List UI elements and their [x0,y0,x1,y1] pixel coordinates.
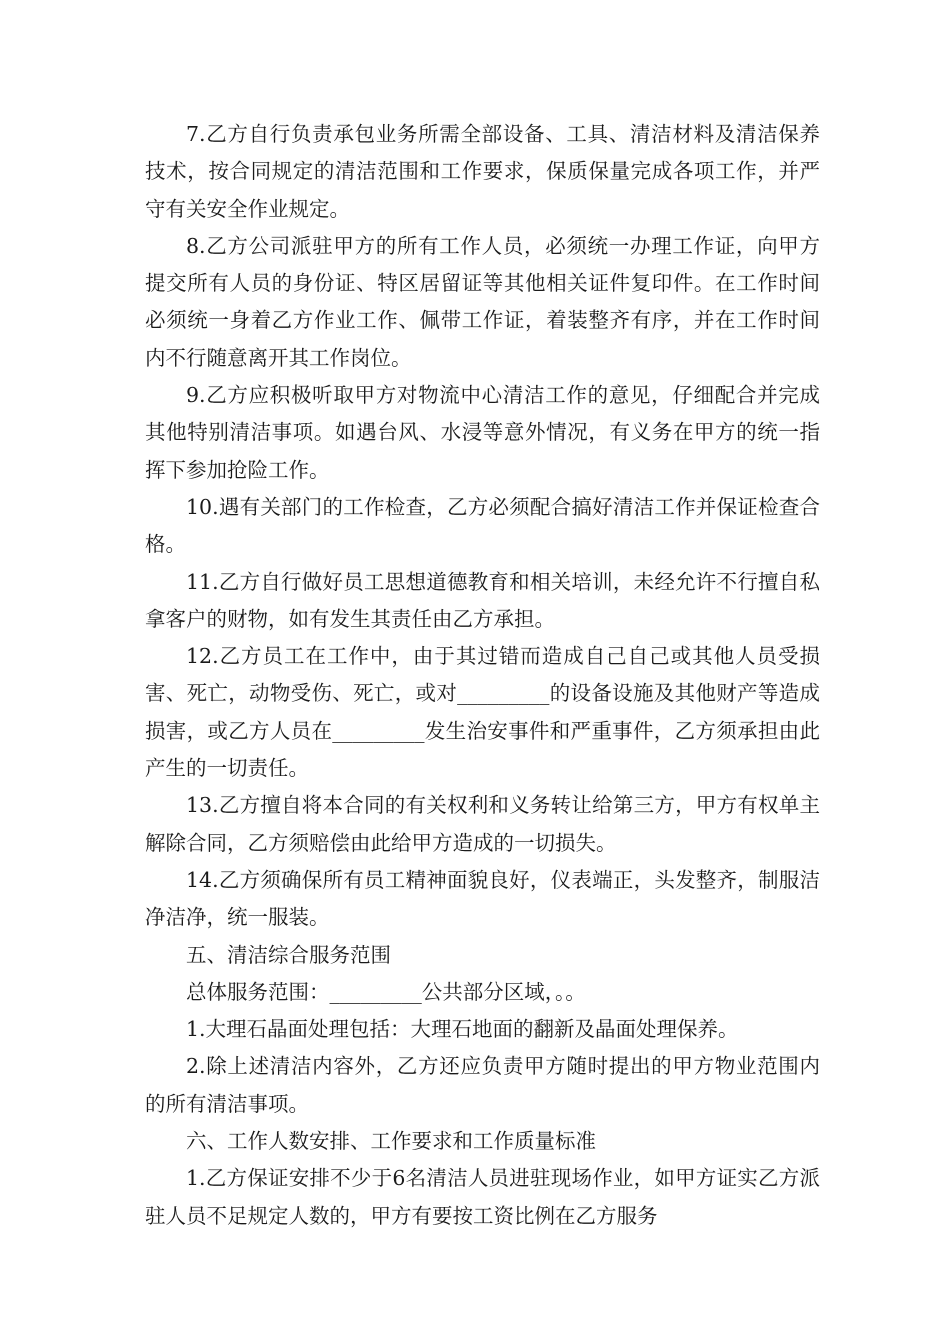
paragraph-item-12: 12.乙方员工在工作中，由于其过错而造成自己自己或其他人员受损害、死亡，动物受伤、死亡，或对_________的设备设施及其他财产等造成损害，或乙方人员在_________发生治安事件和严重事件，乙方须承担由此产生的一切责任。 [145,644,820,781]
staffing-item-1: 1.乙方保证安排不少于6名清洁人员进驻现场作业，如甲方证实乙方派驻人员不足规定人数的，甲方有要按工资比例在乙方服务 [145,1166,820,1228]
section-heading-5: 五、清洁综合服务范围 [186,942,391,967]
paragraph-item-8: 8.乙方公司派驻甲方的所有工作人员，必须统一办理工作证，向甲方提交所有人员的身份证、特区居留证等其他相关证件复印件。在工作时间必须统一身着乙方作业工作、佩带工作证，着装整齐有序，并在工作时间内不行随意离开其工作岗位。 [145,233,820,370]
scope-item-2: 2.除上述清洁内容外，乙方还应负责甲方随时提出的甲方物业范围内的所有清洁事项。 [145,1054,820,1116]
section-heading-6: 六、工作人数安排、工作要求和工作质量标准 [186,1129,596,1154]
service-scope-paragraph: 总体服务范围：_________公共部分区域，。。 [186,979,586,1004]
paragraph-item-10: 10.遇有关部门的工作检查，乙方必须配合搞好清洁工作并保证检查合格。 [145,494,820,557]
paragraph-item-13: 13.乙方擅自将本合同的有关权利和义务转让给第三方，甲方有权单主解除合同，乙方须赔偿由此给甲方造成的一切损失。 [145,793,820,855]
paragraph-item-9: 9.乙方应积极听取甲方对物流中心清洁工作的意见，仔细配合并完成其他特别清洁事项。如遇台风、水浸等意外情况，有义务在甲方的统一指挥下参加抢险工作。 [145,383,820,482]
scope-item-1: 1.大理石晶面处理包括：大理石地面的翻新及晶面处理保养。 [186,1017,739,1042]
paragraph-item-14: 14.乙方须确保所有员工精神面貌良好，仪表端正，头发整齐，制服洁净洁净，统一服装。 [145,867,820,930]
paragraph-item-11: 11.乙方自行做好员工思想道德教育和相关培训，未经允许不行擅自私拿客户的财物，如有发生其责任由乙方承担。 [145,569,820,631]
paragraph-item-7: 7.乙方自行负责承包业务所需全部设备、工具、清洁材料及清洁保养技术，按合同规定的清洁范围和工作要求，保质保量完成各项工作，并严守有关安全作业规定。 [145,122,820,221]
